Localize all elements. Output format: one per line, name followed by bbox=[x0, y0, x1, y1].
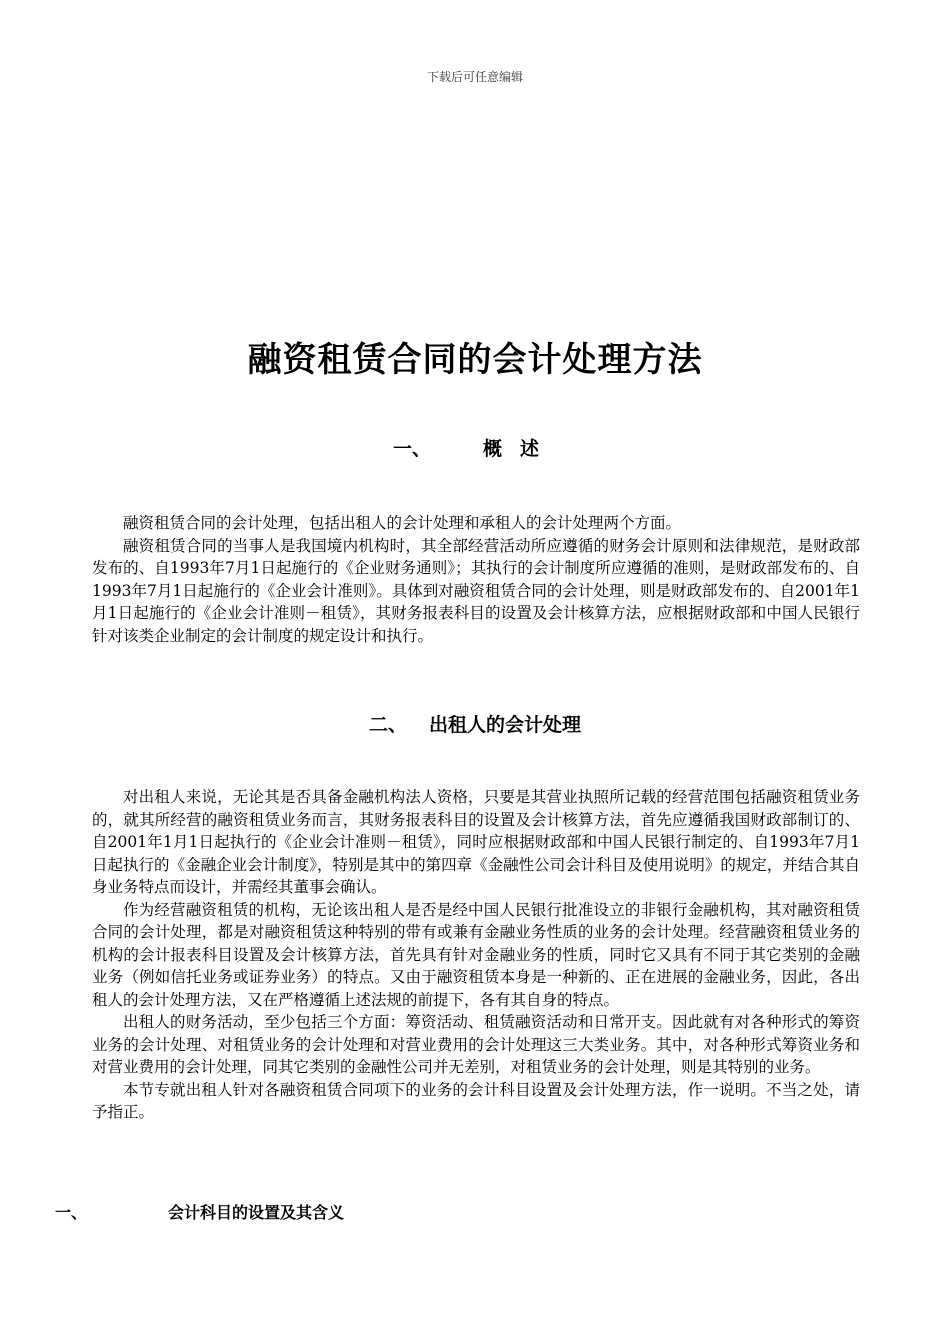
paragraph: 作为经营融资租赁的机构，无论该出租人是否是经中国人民银行批准设立的非银行金融机构，其对融资租赁合同的会计处理，都是对融资租赁这种特别的带有或兼有金融业务性质的业务的会计处理。经营融资租赁业务的机构的会计报表科目设置及会计核算方法，首先具有针对金融业务的性质，同时它又具有不同于其它类别的金融业务（例如信托业务或证券业务）的特点。又由于融资租赁本身是一种新的、正在进展的金融业务，因此，各出租人的会计处理方法，又在严格遵循上述法规的前提下，各有其自身的特点。 bbox=[92, 900, 860, 1009]
section-heading-lessor bbox=[0, 710, 950, 737]
subsection-number: 一、 bbox=[55, 1203, 88, 1222]
subsection-title: 会计科目的设置及其含义 bbox=[168, 1203, 345, 1222]
section-number: 二、 bbox=[368, 714, 407, 736]
paragraph: 融资租赁合同的当事人是我国境内机构时，其全部经营活动所应遵循的财务会计原则和法律规范，是财政部发布的、自1993年7月1日起施行的《企业财务通则》；其执行的会计制度所应遵循的准则，是财政部发布的、自1993年7月1日起施行的《企业会计准则》。具体到对融资租赁合同的会计处理，则是财政部发布的、自2001年1月1日起施行的《企业会计准则－租赁》，其财务报表科目的设置及会计核算方法，应根据财政部和中国人民银行针对该类企业制定的会计制度的规定设计和执行。 bbox=[92, 536, 860, 645]
paragraph: 出租人的财务活动，至少包括三个方面：筹资活动、租赁融资活动和日常开支。因此就有对各种形式的筹资业务的会计处理、对租赁业务的会计处理和对营业费用的会计处理这三大类业务。其中，对各种形式筹资业务和对营业费用的会计处理，同其它类别的金融性公司并无差别，对租赁业务的会计处理，则是其特别的业务。 bbox=[92, 1013, 860, 1076]
section-body-overview bbox=[92, 512, 860, 647]
section-title: 概述 bbox=[482, 438, 557, 460]
paragraph: 融资租赁合同的会计处理，包括出租人的会计处理和承租人的会计处理两个方面。 bbox=[123, 514, 682, 532]
subsection-heading-accounts bbox=[55, 1200, 344, 1223]
paragraph: 对出租人来说，无论其是否具备金融机构法人资格，只要是其营业执照所记载的经营范围包括融资租赁业务的，就其所经营的融资租赁业务而言，其财务报表科目的设置及会计核算方法，首先应遵循我国财政部制订的、自2001年1月1日起执行的《企业会计准则－租赁》，同时应根据财政部和中国人民银行制定的、自1993年7月1日起执行的《金融企业会计制度》，特别是其中的第四章《金融性公司会计科目及使用说明》的规定，并结合其自身业务特点而设计，并需经其董事会确认。 bbox=[92, 788, 860, 896]
section-title: 出租人的会计处理 bbox=[428, 714, 581, 736]
section-body-lessor bbox=[92, 786, 860, 1124]
header-note: 下载后可任意编辑 bbox=[426, 70, 523, 84]
section-heading-overview bbox=[0, 434, 950, 461]
section-number: 一、 bbox=[392, 438, 431, 460]
paragraph: 本节专就出租人针对各融资租赁合同项下的业务的会计科目设置及会计处理方法，作一说明。不当之处，请予指正。 bbox=[92, 1080, 860, 1121]
document-title: 融资租赁合同的会计处理方法 bbox=[247, 340, 703, 380]
